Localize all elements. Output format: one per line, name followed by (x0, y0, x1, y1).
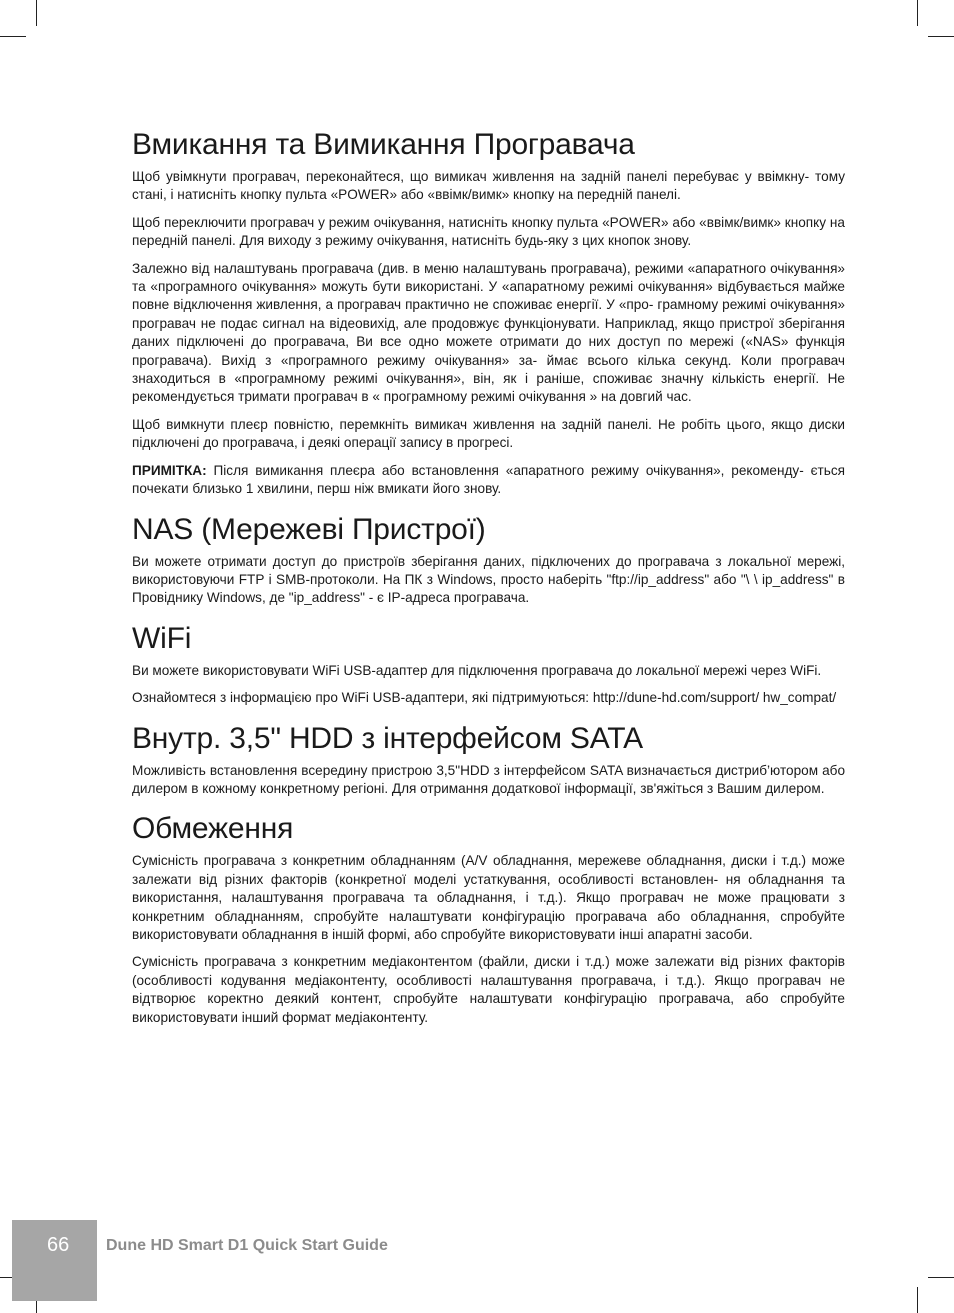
note-paragraph (132, 462, 845, 499)
section-heading: Обмеження (132, 812, 294, 846)
crop-mark (917, 1287, 918, 1313)
paragraph: Ви можете використовувати WiFi USB-адаптер для підключення програвача до локальної мережі через WiFi. (132, 662, 822, 678)
crop-mark (928, 1277, 954, 1278)
note-label: ПРИМІТКА: (132, 462, 207, 478)
note-text: Після вимикання плеєра або встановлення «апаратного режиму очікування», рекоменду- ється почекати близько 1 хвилини, перш ніж вмикати його знову. (132, 462, 845, 497)
paragraph: Ознайомтеся з інформацією про WiFi USB-адаптери, які підтримуються: http://dune-hd.com/support/ hw_compat/ (132, 690, 837, 706)
crop-mark (36, 0, 37, 26)
paragraph: Щоб вимкнути плеєр повністю, перемкніть вимикач живлення на задній панелі. Не робіть цього, якщо диски підключені до програвача, і деякі операції запису в прогресі. (132, 416, 845, 451)
section-power (132, 128, 845, 499)
page-content (132, 128, 845, 1041)
section-limitations (132, 812, 845, 1027)
page-number-box (12, 1220, 97, 1301)
section-heading: NAS (Мережеві Пристрої) (132, 512, 486, 546)
section-nas (132, 513, 845, 608)
section-heading: Вмикання та Вимикання Програвача (132, 128, 635, 161)
paragraph: Сумісність програвача з конкретним медіаконтентом (файли, диски і т.д.) може залежати від різних факторів (особливості кодування медіаконтенту, особливості налаштування програвача, і т.д.). Якщо програвач не відтворює коректно деякий контент, спробуйте налаштувати конфігурацію програвача, або спробуйте використовувати інший формат медіаконтенту. (132, 954, 845, 1025)
paragraph: Сумісність програвача з конкретним обладнанням (A/V обладнання, мережеве обладнання, диски і т.д.) може залежати від різних факторів (конкретної моделі устаткування, особливості встановлен- ня обладнання та використання, налаштування програвача та обладнання, і т.д.). Якщо програвач не може працювати з конкретним обладнанням, спробуйте налаштувати конфігурацію програвача або обладнання, спробуйте використовувати обладнання в іншій формі, або спробуйте використовувати інші апаратні засоби. (132, 853, 845, 942)
section-wifi (132, 622, 845, 708)
paragraph: Щоб увімкнути програвач, переконайтеся, що вимикач живлення на задній панелі перебуває у ввімкну- тому стані, і натисніть кнопку пульта «POWER» або «ввімк/вимк» кнопку на передній панелі. (132, 169, 845, 203)
crop-mark (928, 36, 954, 37)
paragraph: Можливість встановлення всередину пристрою 3,5"HDD з інтерфейсом SATA визначається дистриб’ютором або дилером в кожному конкретному регіоні. Для отримання додаткової інформації, зв'яжіться з Вашим дилером. (132, 762, 845, 796)
crop-mark (917, 0, 918, 26)
paragraph: Залежно від налаштувань програвача (див. в меню налаштувань програвача), режими «апаратного очікування» та «програмного очікування» можуть бути використані. У «апаратному режимі очікування» відбувається майже повне відключення живлення, а програвач практично не споживає енергії. У «про- грамному режимі очікування» програвач не подає сигнал на відеовихід, але продовжує функціонувати. Наприклад, якщо пристрої зберігання даних підключені до програвача, Ви все одно можете отримати до них доступ по мережі («NAS» функція програвача). Вихід з «програмного режиму очікування» за- ймає всього кілька секунд. Коли програвач знаходиться в «програмному режимі очікування», він, як і раніше, споживає значну кількість енергії. Не рекомендується тримати програвач в « програмному режимі очікування » на довгий час. (132, 260, 845, 405)
section-heading: WiFi (132, 621, 192, 655)
page-number: 66 (47, 1234, 70, 1256)
paragraph: Щоб переключити програвач у режим очікування, натисніть кнопку пульта «POWER» або «ввімк/вимк» кнопку на передній панелі. Для виходу з режиму очікування, натисніть будь-яку з цих кнопок знову. (132, 214, 845, 249)
footer-title: Dune HD Smart D1 Quick Start Guide (106, 1237, 388, 1254)
section-heading: Внутр. 3,5" HDD з інтерфейсом SATA (132, 721, 643, 755)
paragraph: Ви можете отримати доступ до пристроїв зберігання даних, підключених до програвача з локальної мережі, використовуючи FTP і SMB-протоколи. На ПК з Windows, просто наберіть "ftp://ip_address" або "\ \ ip_address" в Провіднику Windows, де "ip_address" - є IP-адреса програвача. (132, 553, 845, 606)
crop-mark (0, 36, 26, 37)
section-hdd (132, 722, 845, 799)
